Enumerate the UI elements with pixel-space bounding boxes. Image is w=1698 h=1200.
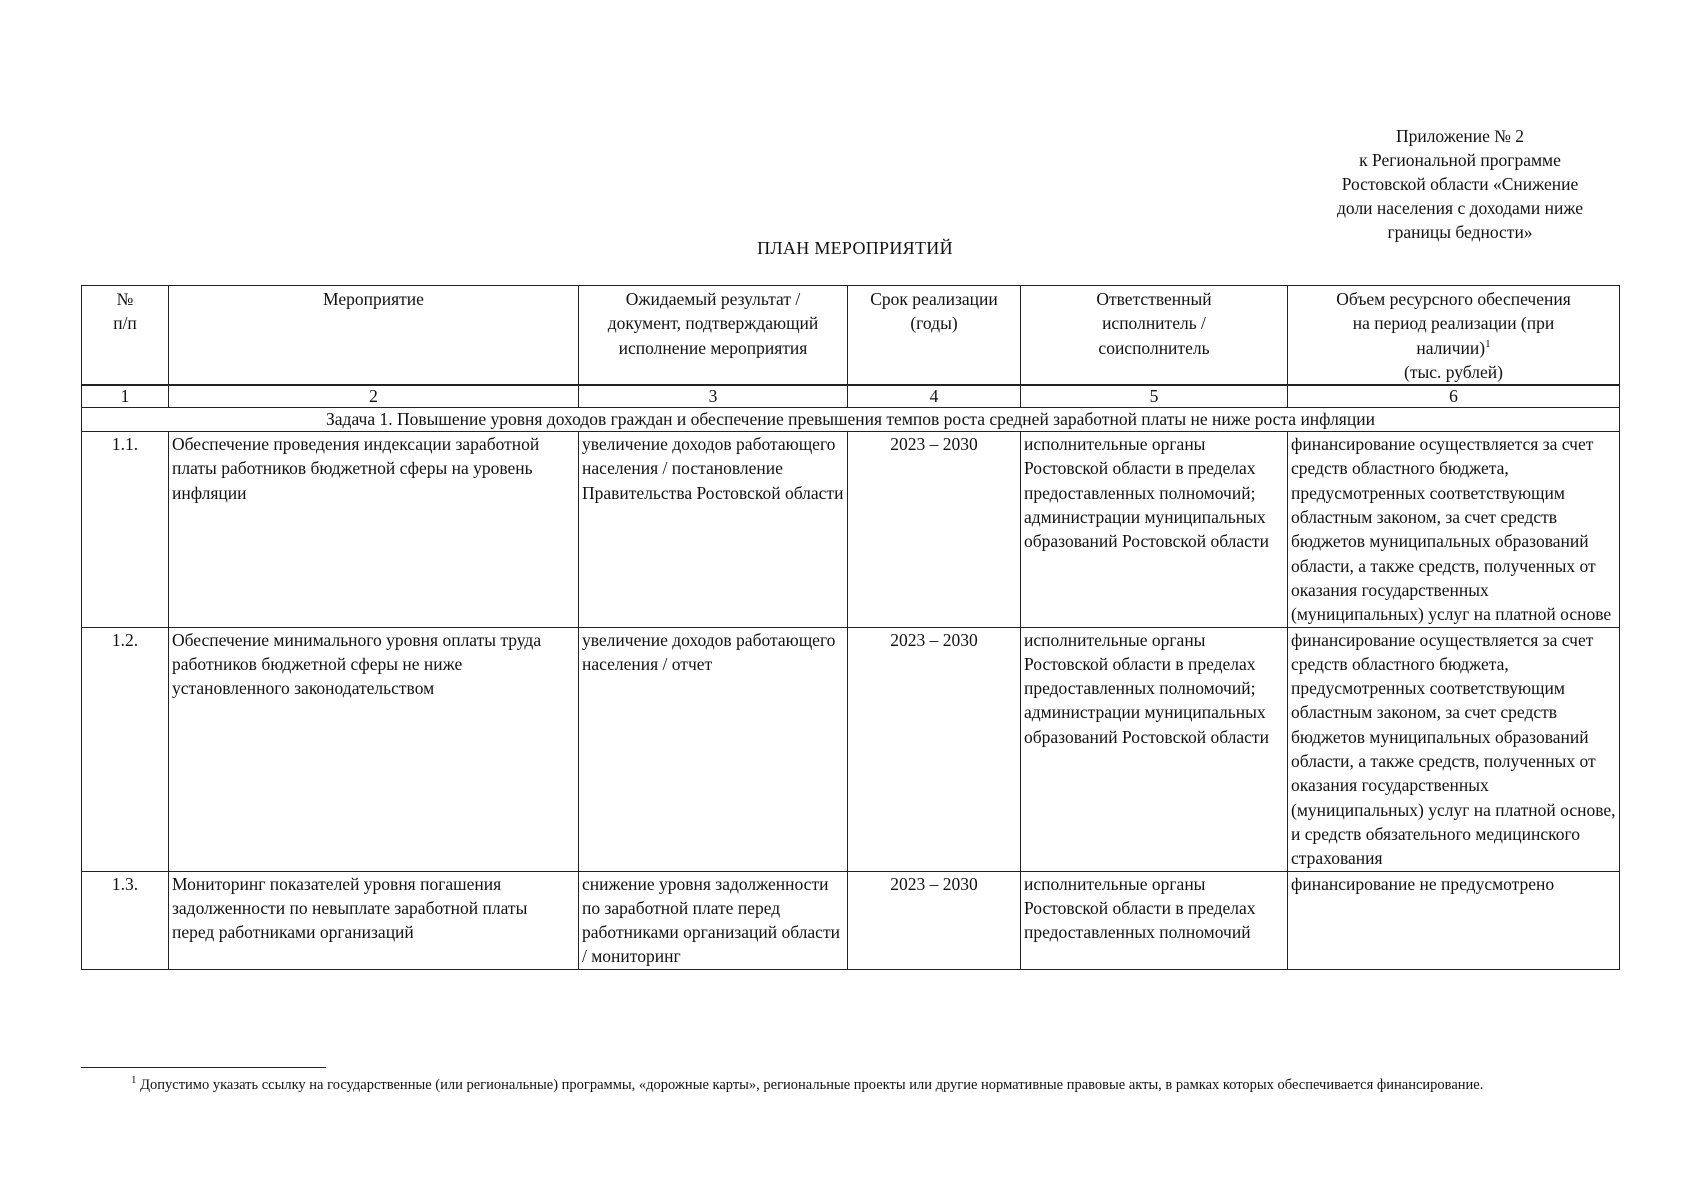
table-header-row: [82, 286, 1620, 386]
column-number: 6: [1288, 385, 1620, 408]
row-executor: исполнительные органы Ростовской области в пределах предоставленных полномочий; администрации муниципальных образований Ростовской области: [1021, 627, 1288, 871]
appendix-block: [1300, 124, 1620, 244]
column-number: 3: [579, 385, 848, 408]
row-funding: финансирование осуществляется за счет средств областного бюджета, предусмотренных соответствующим областным законом, за счет средств бюджетов муниципальных образований области, а также средств, полученных от оказания государственных (муниципальных) услуг на платной основе, и средств обязательного медицинского страхования: [1288, 627, 1620, 871]
column-number: 1: [82, 385, 169, 408]
column-number: 4: [848, 385, 1021, 408]
row-result: увеличение доходов работающего населения / отчет: [579, 627, 848, 871]
task-row: [82, 408, 1620, 432]
header-event: Мероприятие: [169, 286, 579, 386]
row-number: 1.2.: [82, 627, 169, 871]
column-numbers-row: [82, 385, 1620, 408]
header-result: Ожидаемый результат / документ, подтверждающий исполнение мероприятия: [579, 286, 848, 386]
footnote-divider: [81, 1067, 326, 1068]
row-executor: исполнительные органы Ростовской области в пределах предоставленных полномочий; администрации муниципальных образований Ростовской области: [1021, 432, 1288, 627]
row-number: 1.1.: [82, 432, 169, 627]
table-row: [82, 432, 1620, 627]
table-row: [82, 871, 1620, 969]
row-event: Обеспечение минимального уровня оплаты труда работников бюджетной сферы не ниже установленного законодательством: [169, 627, 579, 871]
header-number: № п/п: [82, 286, 169, 386]
footnote-text: Допустимо указать ссылку на государственные (или региональные) программы, «дорожные карты», региональные проекты или другие нормативные правовые акты, в рамках которых обеспечивается финансирование.: [140, 1077, 1484, 1093]
task-title: Задача 1. Повышение уровня доходов граждан и обеспечение превышения темпов роста средней заработной платы не ниже роста инфляции: [82, 408, 1620, 432]
appendix-line: Ростовской области «Снижение: [1341, 174, 1579, 194]
header-funding: [1288, 286, 1620, 386]
header-years: Срок реализации (годы): [848, 286, 1021, 386]
row-event: Обеспечение проведения индексации заработной платы работников бюджетной сферы на уровень инфляции: [169, 432, 579, 627]
row-years: 2023 – 2030: [848, 871, 1021, 969]
row-result: снижение уровня задолженности по заработной плате перед работниками организаций области / мониторинг: [579, 871, 848, 969]
row-number: 1.3.: [82, 871, 169, 969]
appendix-line: границы бедности»: [1387, 222, 1533, 242]
row-funding: финансирование не предусмотрено: [1288, 871, 1620, 969]
row-executor: исполнительные органы Ростовской области в пределах предоставленных полномочий: [1021, 871, 1288, 969]
header-funding-units: (тыс. рублей): [1404, 361, 1503, 382]
plan-table: [81, 285, 1620, 970]
footnote: [81, 1075, 1633, 1095]
row-years: 2023 – 2030: [848, 627, 1021, 871]
row-result: увеличение доходов работающего населения / постановление Правительства Ростовской области: [579, 432, 848, 627]
footnote-number: 1: [131, 1074, 137, 1087]
footnote-mark: 1: [1485, 337, 1491, 350]
appendix-line: к Региональной программе: [1359, 150, 1561, 170]
row-years: 2023 – 2030: [848, 432, 1021, 627]
column-number: 5: [1021, 385, 1288, 408]
column-number: 2: [169, 385, 579, 408]
row-event: Мониторинг показателей уровня погашения задолженности по невыплате заработной платы перед работниками организаций: [169, 871, 579, 969]
page-title: ПЛАН МЕРОПРИЯТИЙ: [757, 238, 953, 258]
row-funding: финансирование осуществляется за счет средств областного бюджета, предусмотренных соответствующим областным законом, за счет средств бюджетов муниципальных образований области, а также средств, полученных от оказания государственных (муниципальных) услуг на платной основе: [1288, 432, 1620, 627]
appendix-line: доли населения с доходами ниже: [1337, 198, 1583, 218]
table-row: [82, 627, 1620, 871]
appendix-line: Приложение № 2: [1395, 126, 1525, 146]
header-funding-text: Объем ресурсного обеспечения на период реализации (при наличии): [1336, 289, 1571, 358]
header-executor: Ответственный исполнитель / соисполнитель: [1021, 286, 1288, 386]
